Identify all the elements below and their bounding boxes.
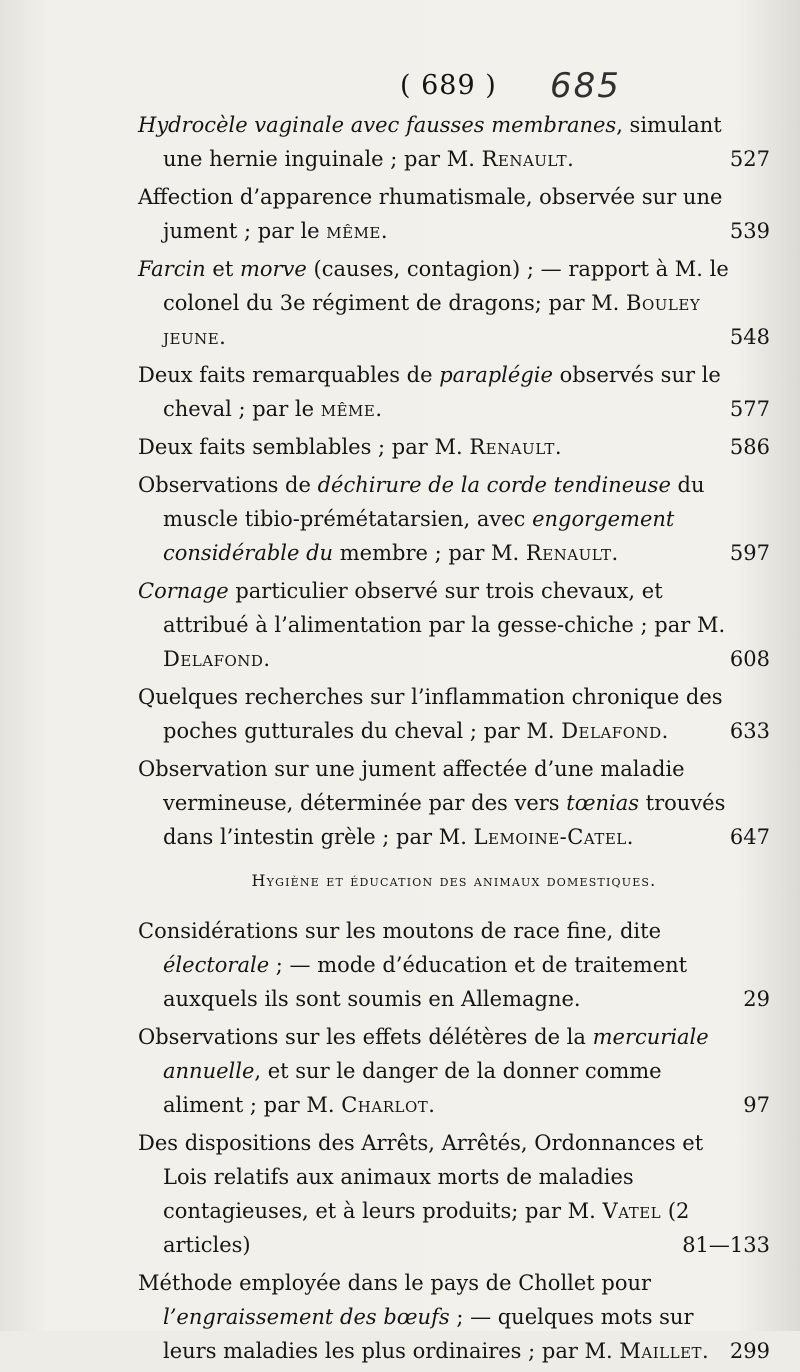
- entry-text-part: particulier observé sur trois chevaux, et attribué à l’alimentation par la gesse-chiche ; par M.: [163, 579, 726, 637]
- entry-text-part: (causes, contagion) ; — rapport à M. le colonel du 3e régiment de dragons; par M.: [163, 257, 729, 315]
- entry-text-part: déchirure de la corde tendineuse: [317, 473, 671, 497]
- entry-text-part: et: [205, 257, 240, 281]
- entry-page-number: 608: [729, 647, 770, 671]
- entry-page-number: 527: [729, 147, 770, 171]
- entry-text-part: , simulant une hernie inguinale ; par M.: [163, 113, 722, 171]
- entry-text-part: électorale: [163, 953, 270, 977]
- entry-page-number: 548: [729, 325, 770, 349]
- entry-text-part: engorgement considérable du: [163, 507, 675, 565]
- entry-text-part: tœnias: [566, 791, 639, 815]
- entry-text-part: même.: [320, 397, 383, 421]
- entry-text-part: Considérations sur les moutons de race fine, dite: [138, 919, 661, 943]
- entry-text-part: Méthode employée dans le pays de Chollet pour: [138, 1271, 652, 1295]
- entry-page-number: 29: [743, 987, 770, 1011]
- page-number: ( 689 ): [400, 70, 497, 101]
- section-heading: Hygiène et éducation des animaux domestiques.: [251, 871, 657, 890]
- entry-page-number: 81—133: [682, 1233, 770, 1257]
- entry-text-part: ; — quelques mots sur leurs maladies les plus ordinaires ; par M.: [163, 1305, 694, 1363]
- entry-page-number: 97: [743, 1093, 770, 1117]
- entry-text-part: (2 articles): [163, 1199, 690, 1257]
- entry-text-part: trouvés dans l’intestin grèle ; par M.: [163, 791, 726, 849]
- entry-text-part: Des dispositions des Arrêts, Arrêtés, Ordonnances et Lois relatifs aux animaux morts de maladies contagieuses, et à leurs produits; par M.: [138, 1131, 704, 1223]
- toc-entry: [138, 1266, 770, 1368]
- table-of-contents: [138, 108, 770, 1372]
- entry-text-part: Observation sur une jument affectée d’une maladie vermineuse, déterminée par des vers: [138, 757, 685, 815]
- entry-text-part: mercuriale annuelle: [163, 1025, 709, 1083]
- entry-page-number: 299: [729, 1339, 770, 1363]
- entry-text-part: Deux faits remarquables de: [138, 363, 440, 387]
- entry-text-part: Delafond.: [163, 647, 271, 671]
- entry-text-part: Deux faits semblables ; par M.: [138, 435, 470, 459]
- entry-text-part: Vatel: [602, 1199, 662, 1223]
- toc-entry: [138, 430, 770, 464]
- entry-text-part: Cornage: [138, 579, 229, 603]
- handwritten-page-number: 685: [550, 66, 621, 106]
- toc-entry: [138, 680, 770, 748]
- entry-text-part: Quelques recherches sur l’inflammation chronique des poches gutturales du cheval ; par M.: [138, 685, 723, 743]
- toc-entry: [138, 1126, 770, 1262]
- entry-text-part: l’engraissement des bœufs: [163, 1305, 450, 1329]
- toc-entry: [138, 180, 770, 248]
- entry-text-part: morve: [239, 257, 307, 281]
- entry-text-part: membre ; par M.: [333, 541, 526, 565]
- entry-page-number: 539: [729, 219, 770, 243]
- toc-entry: [138, 252, 770, 354]
- entry-text-part: Renault.: [481, 147, 575, 171]
- entry-text-part: Renault.: [525, 541, 619, 565]
- entry-text-part: Renault.: [469, 435, 563, 459]
- entry-text-part: Hydrocèle vaginale avec fausses membranes: [138, 113, 617, 137]
- toc-entry: [138, 108, 770, 176]
- entry-page-number: 586: [729, 435, 770, 459]
- entry-text-part: Bouley jeune.: [163, 291, 701, 349]
- entry-text-part: Maillet.: [619, 1339, 710, 1363]
- entry-text-part: , et sur le danger de la donner comme aliment ; par M.: [163, 1059, 662, 1117]
- toc-entry: [138, 914, 770, 1016]
- entry-text-part: Farcin: [138, 257, 206, 281]
- toc-entry: [138, 1020, 770, 1122]
- entry-text-part: observés sur le cheval ; par le: [163, 363, 721, 421]
- toc-entry: [138, 752, 770, 854]
- entry-text-part: Charlot.: [341, 1093, 436, 1117]
- entry-text-part: Delafond.: [561, 719, 669, 743]
- entry-text-part: ; — mode d’éducation et de traitement auxquels ils sont soumis en Allemagne.: [163, 953, 688, 1011]
- entry-page-number: 577: [729, 397, 770, 421]
- entry-text-part: Observations sur les effets délétères de la: [138, 1025, 593, 1049]
- entry-text-part: du muscle tibio-prémétatarsien, avec: [163, 473, 705, 531]
- entry-text-part: paraplégie: [439, 363, 553, 387]
- entry-text-part: Affection d’apparence rhumatismale, observée sur une jument ; par le: [138, 185, 723, 243]
- entry-text-part: Observations de: [138, 473, 318, 497]
- entry-page-number: 647: [729, 825, 770, 849]
- entry-text-part: même.: [326, 219, 389, 243]
- toc-entry: [138, 574, 770, 676]
- entry-page-number: 633: [729, 719, 770, 743]
- toc-entry: [138, 468, 770, 570]
- entry-text-part: Lemoine-Catel.: [473, 825, 634, 849]
- entry-list-hygiene: [138, 914, 770, 1368]
- toc-entry: [138, 358, 770, 426]
- entry-page-number: 597: [729, 541, 770, 565]
- entry-list-pathology: [138, 108, 770, 854]
